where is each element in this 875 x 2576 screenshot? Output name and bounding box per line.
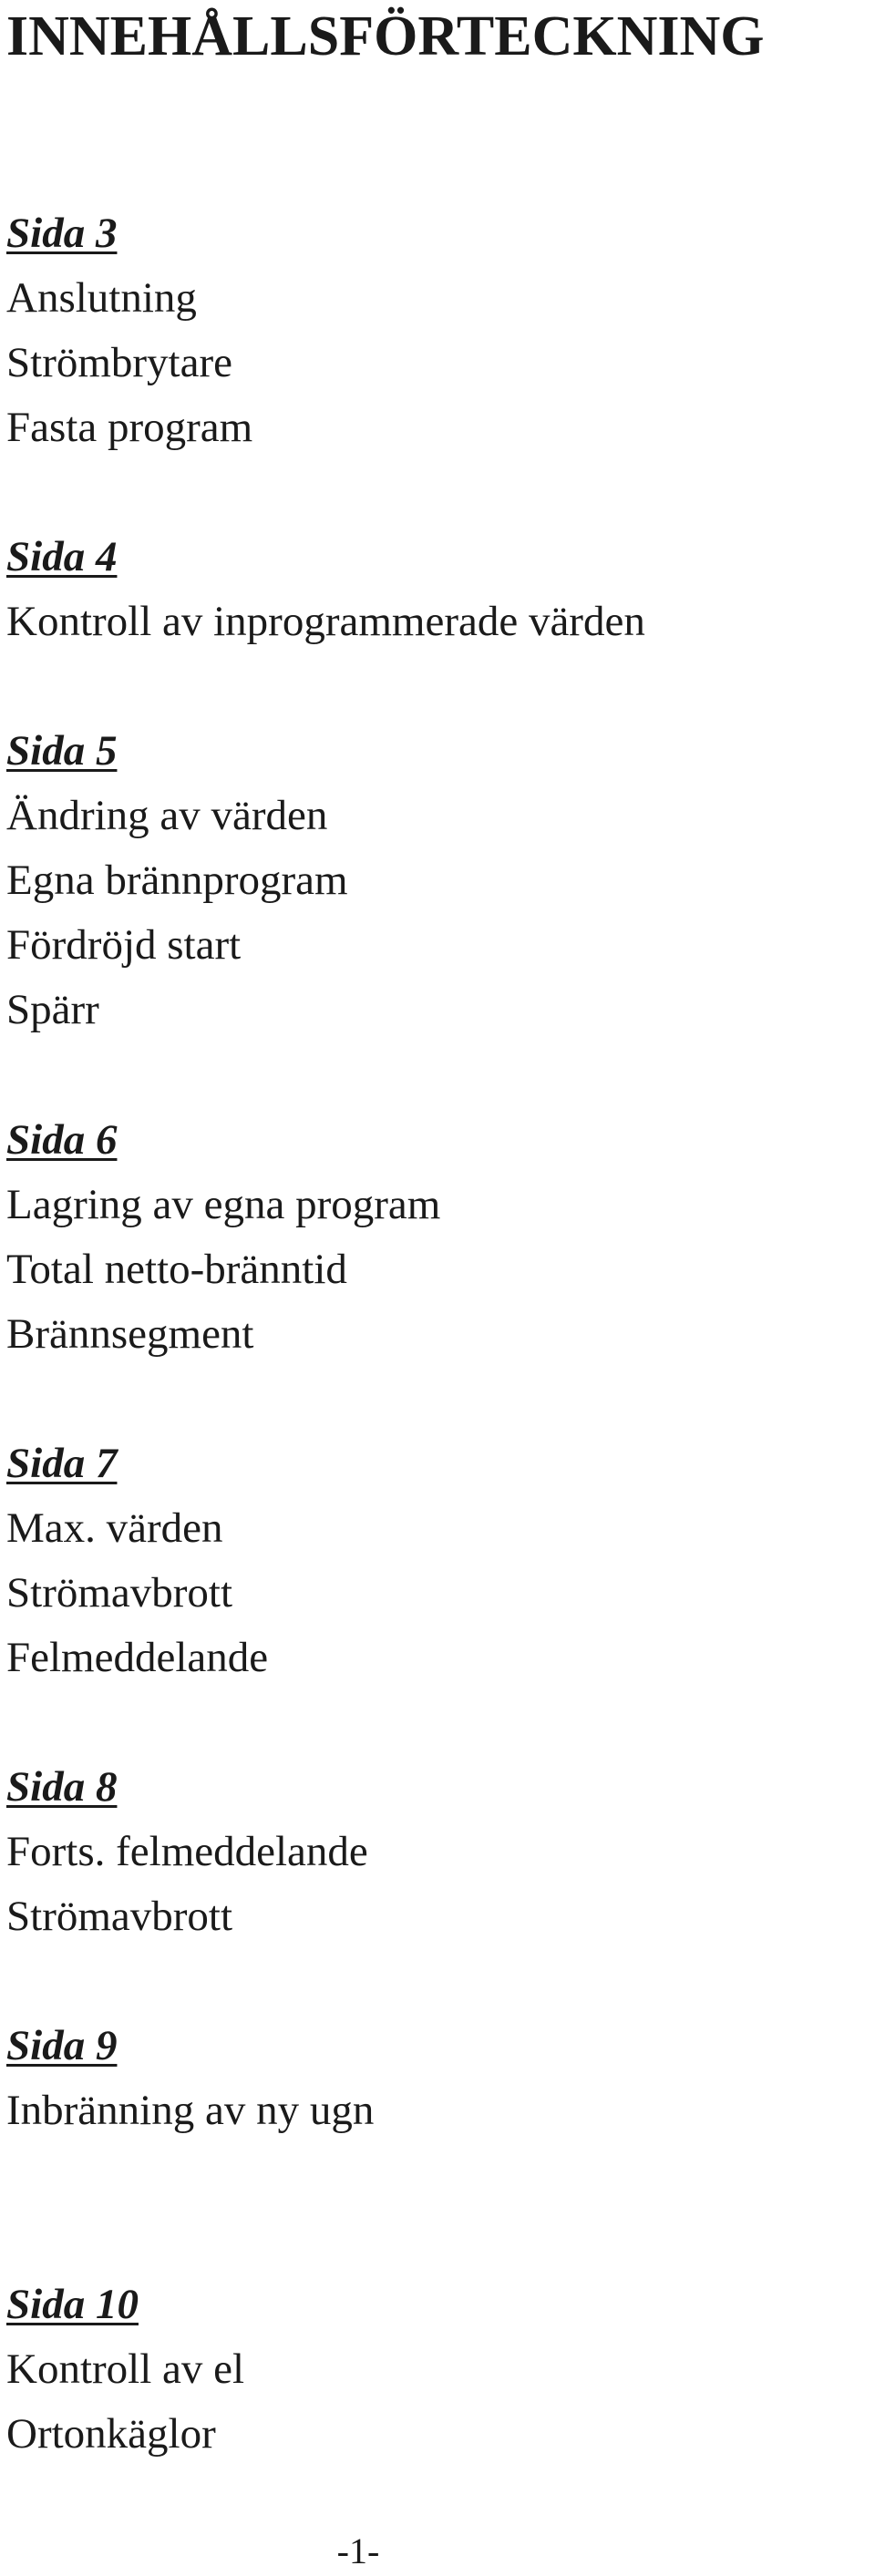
toc-item: Kontroll av inprogrammerade värden [6, 598, 645, 645]
toc-item: Inbränning av ny ugn [6, 2087, 375, 2134]
toc-item: Kontroll av el [6, 2345, 245, 2393]
section-heading: Sida 3 [6, 210, 118, 257]
page-number: -1- [336, 2530, 380, 2571]
section-heading: Sida 7 [6, 1440, 118, 1487]
section-heading: Sida 8 [6, 1763, 118, 1811]
toc-section-sida-5 [6, 719, 348, 1042]
toc-section-sida-7 [6, 1432, 268, 1690]
toc-section-sida-4 [6, 525, 645, 654]
toc-item: Forts. felmeddelande [6, 1828, 368, 1875]
toc-item: Max. värden [6, 1504, 223, 1552]
toc-item: Anslutning [6, 274, 197, 322]
toc-item: Strömavbrott [6, 1893, 233, 1940]
toc-item: Fördröjd start [6, 921, 242, 969]
section-heading: Sida 5 [6, 727, 118, 775]
toc-section-sida-8 [6, 1755, 368, 1949]
toc-item: Strömavbrott [6, 1569, 233, 1616]
section-heading: Sida 10 [6, 2281, 139, 2328]
toc-item: Ändring av värden [6, 792, 328, 839]
page-title: INNEHÅLLSFÖRTECKNING [6, 5, 765, 67]
toc-item: Ortonkäglor [6, 2410, 216, 2458]
toc-section-sida-3 [6, 201, 252, 460]
toc-item: Strömbrytare [6, 339, 232, 386]
section-heading: Sida 6 [6, 1116, 118, 1164]
toc-section-sida-10 [6, 2273, 244, 2467]
section-heading: Sida 4 [6, 533, 118, 580]
toc-item: Egna brännprogram [6, 857, 348, 904]
toc-item: Fasta program [6, 404, 253, 451]
toc-section-sida-9 [6, 2014, 374, 2143]
section-heading: Sida 9 [6, 2022, 118, 2069]
toc-item: Lagring av egna program [6, 1181, 441, 1228]
toc-item: Brännsegment [6, 1310, 254, 1358]
toc-item: Total netto-bränntid [6, 1246, 347, 1293]
toc-item: Spärr [6, 986, 99, 1033]
toc-item: Felmeddelande [6, 1634, 269, 1681]
toc-section-sida-6 [6, 1108, 440, 1367]
